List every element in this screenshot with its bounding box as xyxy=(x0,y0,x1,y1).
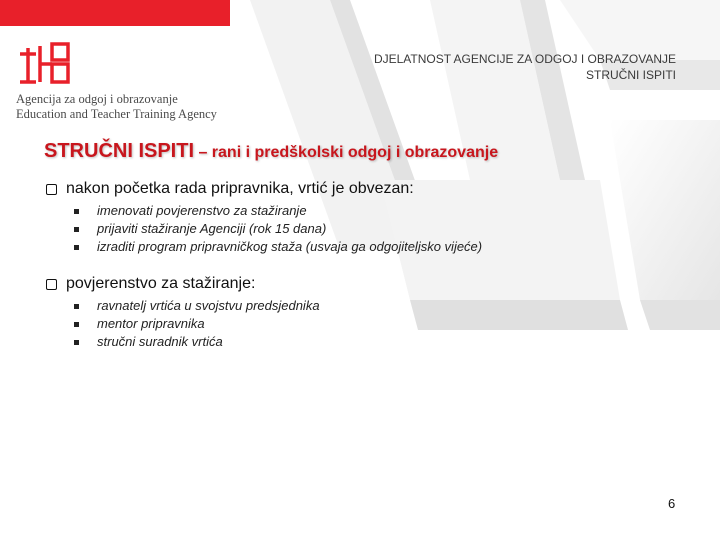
page-number: 6 xyxy=(668,496,676,511)
square-bullet-icon xyxy=(74,245,79,250)
header-caption xyxy=(374,51,676,83)
list-item xyxy=(74,202,482,220)
header-line-1: DJELATNOST AGENCIJE ZA ODGOJ I OBRAZOVANJE xyxy=(373,52,676,66)
section-heading xyxy=(46,180,482,198)
checkbox-bullet-icon xyxy=(46,279,57,290)
agency-logo xyxy=(16,40,72,86)
list-item xyxy=(74,238,482,256)
section-1 xyxy=(46,180,482,256)
list-item-text: prijaviti stažiranje Agenciji (rok 15 dana) xyxy=(97,221,327,236)
list-item xyxy=(74,220,482,238)
list-item-text: ravnatelj vrtića u svojstvu predsjednika xyxy=(97,298,320,313)
section-heading-text: nakon početka rada pripravnika, vrtić je obvezan: xyxy=(66,180,414,197)
square-bullet-icon xyxy=(74,340,79,345)
list-item xyxy=(74,297,320,315)
section-heading-text: povjerenstvo za stažiranje: xyxy=(66,275,256,292)
list-item xyxy=(74,315,320,333)
list-item-text: mentor pripravnika xyxy=(97,316,205,331)
list-item-text: imenovati povjerenstvo za stažiranje xyxy=(97,203,307,218)
slide-title-sub: – rani i predškolski odgoj i obrazovanje xyxy=(194,144,499,161)
square-bullet-icon xyxy=(74,209,79,214)
agency-name-hr: Agencija za odgoj i obrazovanje xyxy=(16,92,178,106)
slide-title-main: STRUČNI ISPITI xyxy=(44,140,195,162)
checkbox-bullet-icon xyxy=(46,184,57,195)
square-bullet-icon xyxy=(74,304,79,309)
square-bullet-icon xyxy=(74,322,79,327)
square-bullet-icon xyxy=(74,227,79,232)
section-items xyxy=(74,202,482,256)
section-2 xyxy=(46,275,320,351)
agency-name-block xyxy=(16,92,217,122)
agency-name-en: Education and Teacher Training Agency xyxy=(16,107,217,121)
list-item-text: izraditi program pripravničkog staža (usvaja ga odgojiteljsko vijeće) xyxy=(97,239,483,254)
list-item-text: stručni suradnik vrtića xyxy=(97,334,223,349)
section-heading xyxy=(46,275,320,293)
slide-title xyxy=(44,140,498,163)
header-line-2: STRUČNI ISPITI xyxy=(585,68,676,82)
list-item xyxy=(74,333,320,351)
section-items xyxy=(74,297,320,351)
